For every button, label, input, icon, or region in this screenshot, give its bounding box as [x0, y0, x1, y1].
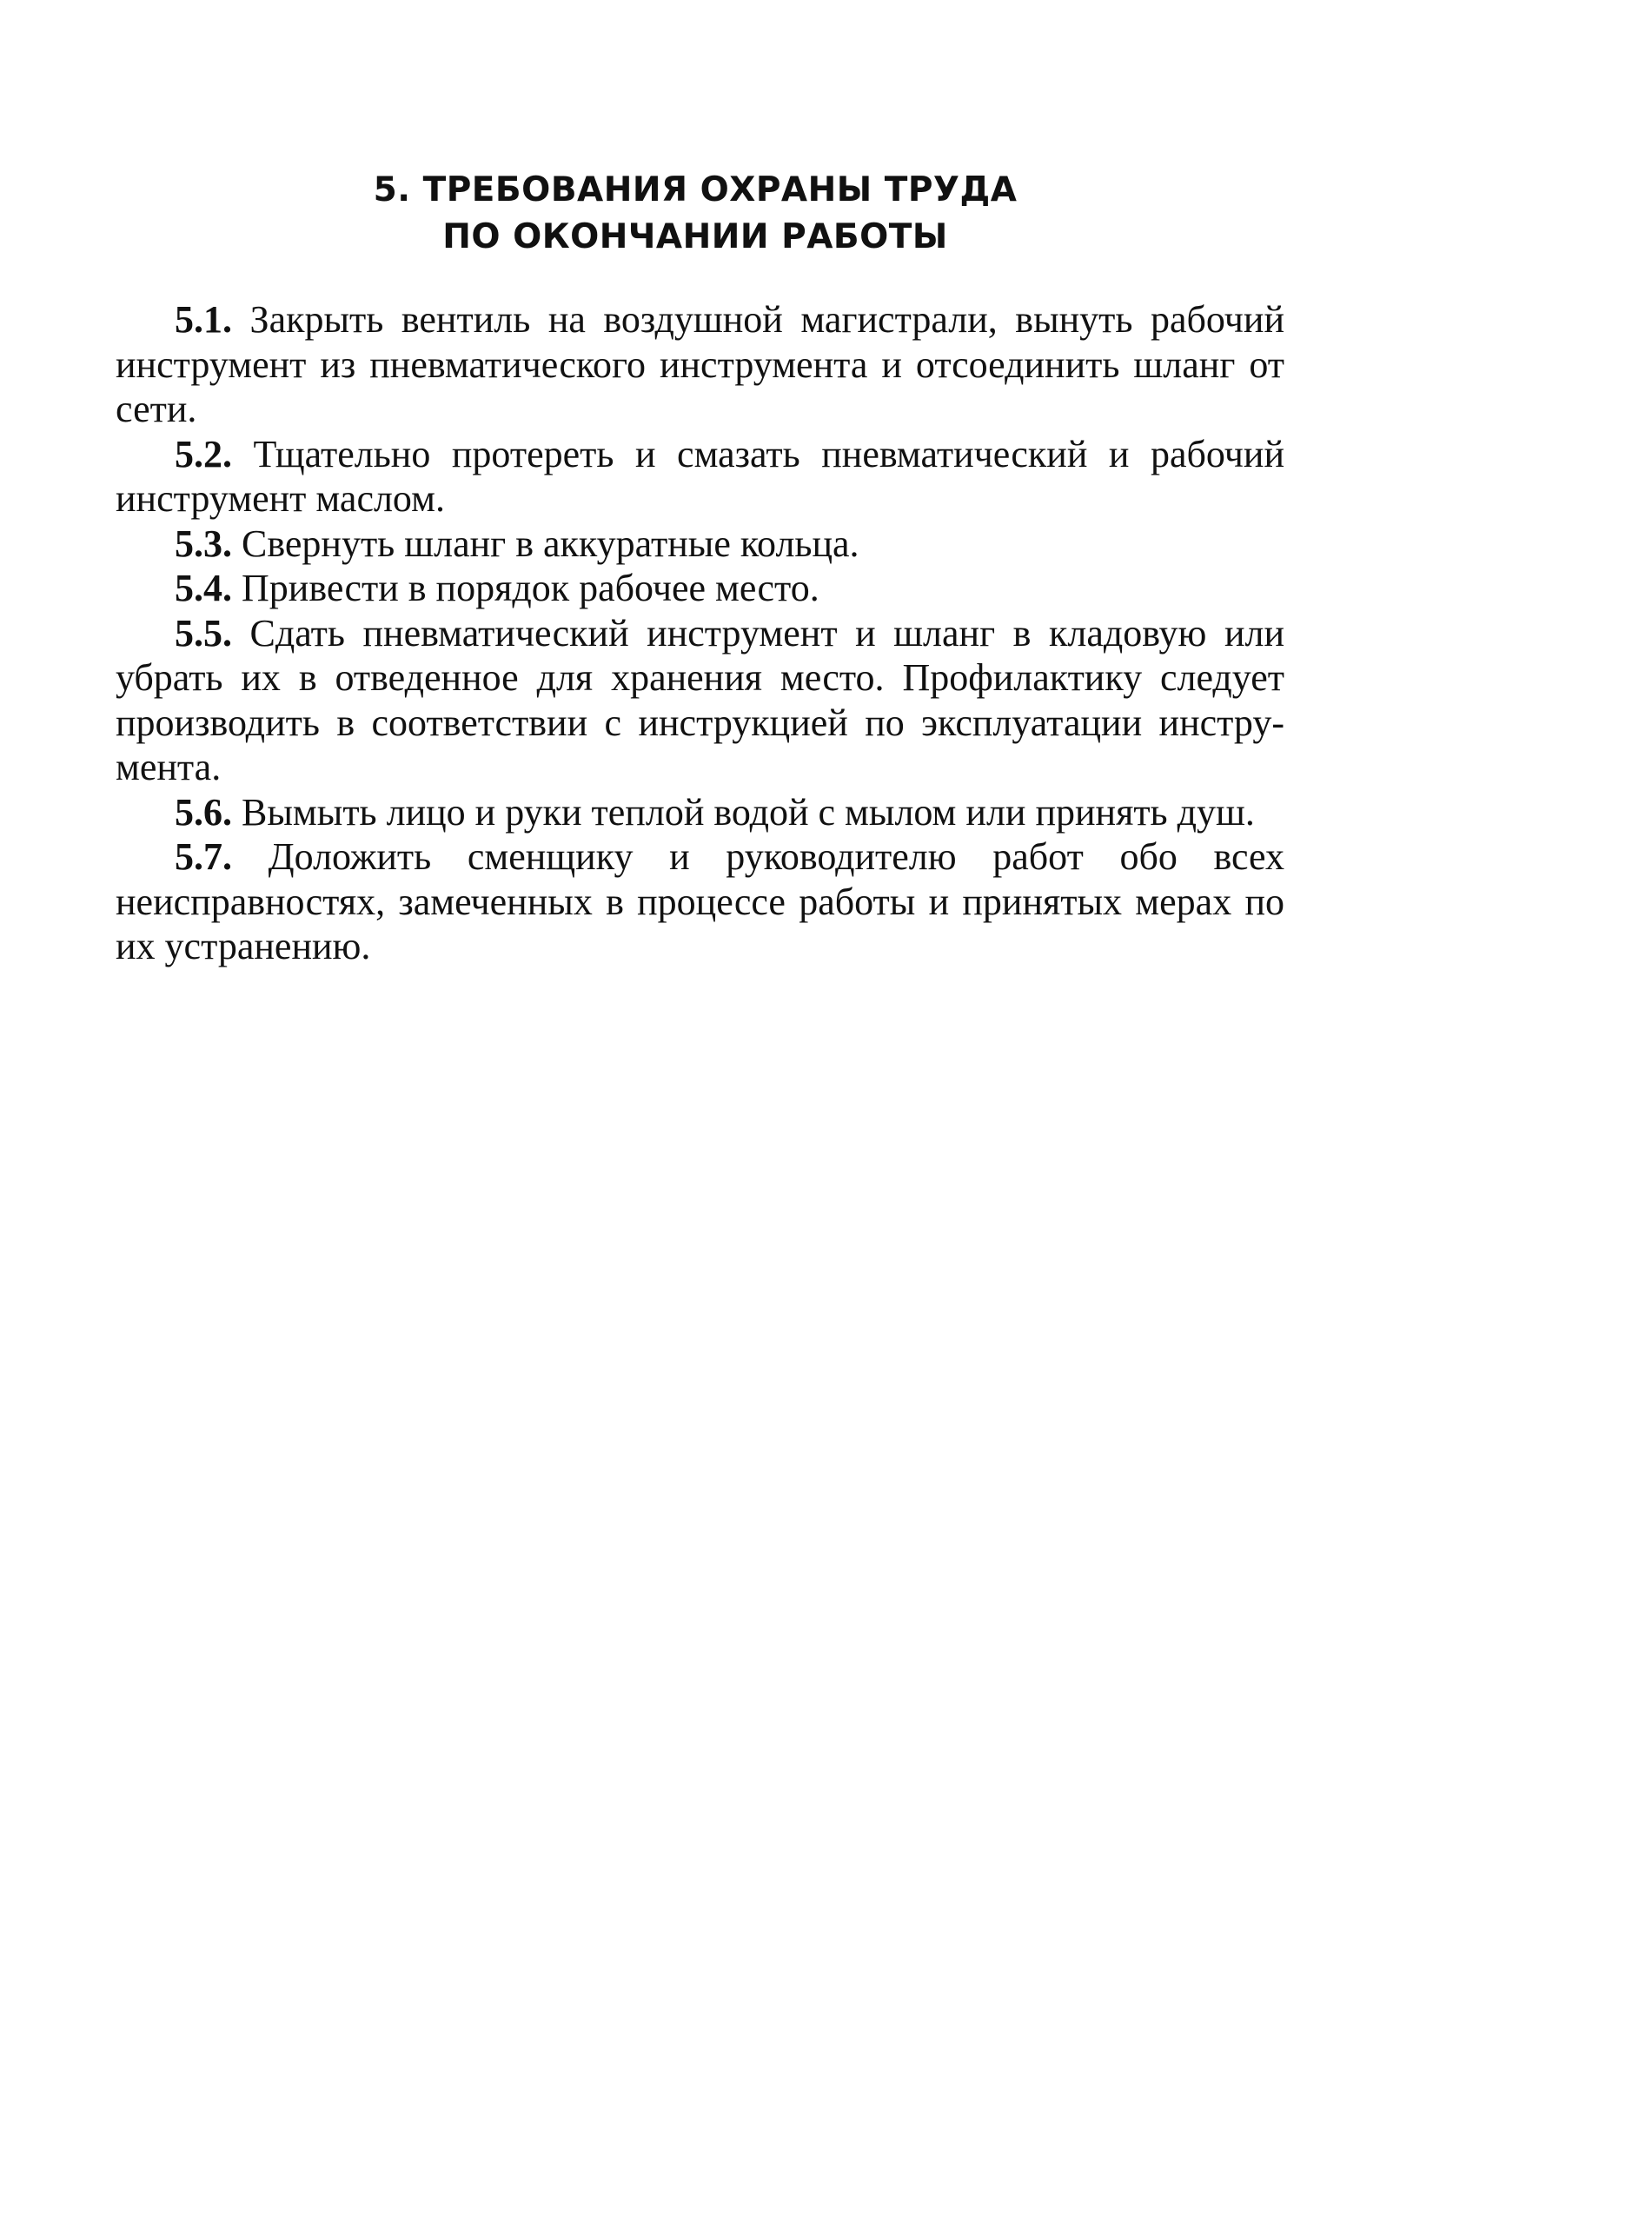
paragraph-text: Сдать пневматический инструмент и шланг в кладовую или убрать их в отведенное для хранения место. Профилактику следует производить в соответствии с инструкцией по эксплуатации инструмента. — [116, 611, 1284, 788]
paragraph-number: 5.3. — [175, 522, 232, 565]
paragraph-text: Доложить сменщику и руководителю работ обо всех неисправностях, замеченных в процессе работы и принятых мерах по их устранению. — [116, 835, 1285, 967]
paragraph-5-1 — [116, 297, 1284, 432]
paragraph-number: 5.7. — [175, 835, 232, 878]
paragraph-number: 5.5. — [175, 611, 232, 655]
paragraph-5-4 — [116, 566, 1284, 611]
section-heading — [261, 167, 1130, 261]
paragraph-5-2 — [116, 432, 1284, 522]
paragraph-number: 5.1. — [175, 298, 232, 341]
paragraph-text: Свернуть шланг в аккуратные кольца. — [242, 522, 859, 565]
paragraph-text: Закрыть вентиль на воздушной магистрали, вынуть рабочий инструмент из пневматического инструмента и отсоединить шланг от сети. — [116, 298, 1285, 430]
paragraph-5-3 — [116, 522, 1284, 567]
paragraph-text: Тщательно протереть и смазать пневматический и рабочий инструмент маслом. — [116, 432, 1284, 520]
paragraph-5-6 — [116, 790, 1284, 835]
section-body — [116, 297, 1284, 969]
paragraph-5-5 — [116, 611, 1284, 790]
section-title-line-1: 5. ТРЕБОВАНИЯ ОХРАНЫ ТРУДА — [373, 170, 1018, 209]
paragraph-text: Вымыть лицо и руки теплой водой с мылом или принять душ. — [242, 790, 1255, 834]
paragraph-number: 5.2. — [175, 432, 232, 475]
paragraph-number: 5.6. — [175, 790, 232, 834]
paragraph-5-7 — [116, 834, 1284, 969]
section-title-line-2: ПО ОКОНЧАНИИ РАБОТЫ — [442, 217, 948, 256]
paragraph-number: 5.4. — [175, 567, 232, 609]
paragraph-text: Привести в порядок рабочее место. — [242, 567, 819, 609]
